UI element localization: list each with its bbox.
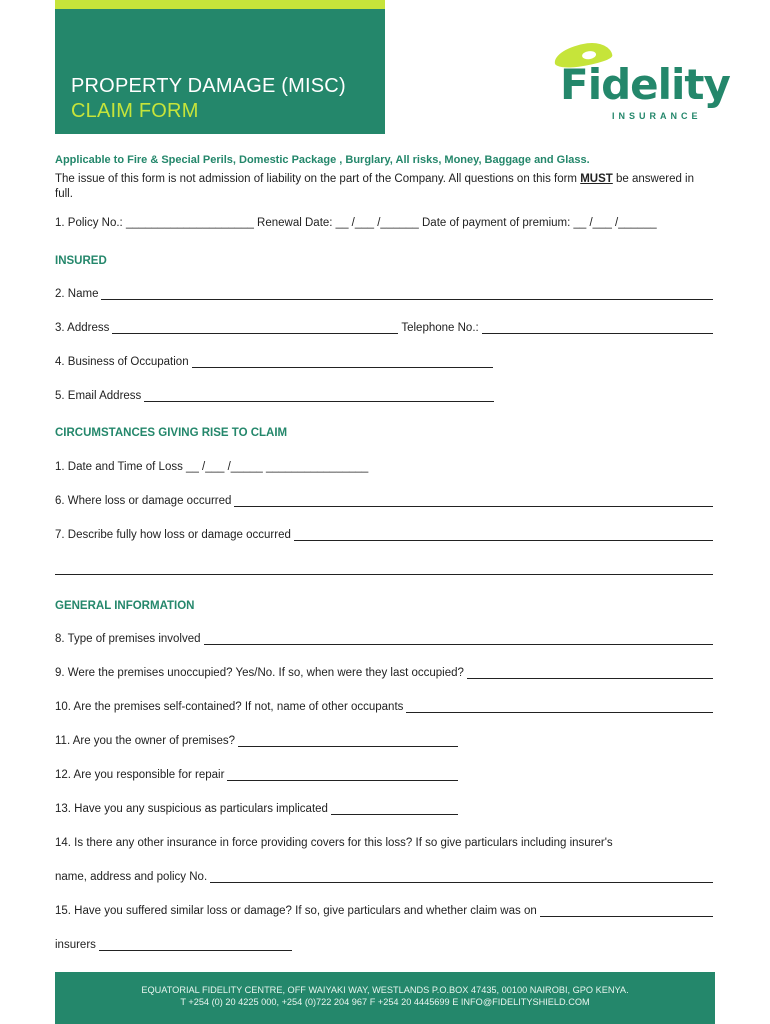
- section-general: GENERAL INFORMATION: [55, 600, 195, 612]
- notice-must: MUST: [580, 173, 613, 185]
- logo-subtext: INSURANCE: [612, 111, 702, 121]
- address-row[interactable]: [55, 322, 713, 334]
- telephone-label: Telephone No.:: [401, 322, 479, 334]
- where-label: 6. Where loss or damage occurred: [55, 495, 232, 507]
- repair-field[interactable]: [55, 769, 458, 781]
- premises-type-field[interactable]: [55, 633, 713, 645]
- where-line[interactable]: [234, 496, 713, 507]
- repair-label: 12. Are you responsible for repair: [55, 769, 225, 781]
- section-insured: INSURED: [55, 255, 107, 267]
- policy-row-text: 1. Policy No.: ____________________ Renewal Date: __ /___ /______ Date of payment of premium: __ /___ /______: [55, 217, 657, 229]
- footer-bar: [55, 972, 715, 1024]
- similar-loss-label: 15. Have you suffered similar loss or damage? If so, give particulars and whether claim was on: [55, 905, 537, 917]
- section-circumstances: CIRCUMSTANCES GIVING RISE TO CLAIM: [55, 427, 288, 439]
- footer-address: EQUATORIAL FIDELITY CENTRE, OFF WAIYAKI WAY, WESTLANDS P.O.BOX 47435, 00100 NAIROBI, GPO KENYA.: [141, 985, 629, 995]
- premises-type-label: 8. Type of premises involved: [55, 633, 201, 645]
- name-label: 2. Name: [55, 288, 99, 300]
- self-contained-field[interactable]: [55, 701, 713, 713]
- owner-field[interactable]: [55, 735, 458, 747]
- telephone-line[interactable]: [482, 323, 713, 334]
- date-time-label: 1. Date and Time of Loss __ /___ /_____ ________________: [55, 461, 369, 473]
- name-address-policy-line[interactable]: [210, 872, 713, 883]
- insurers-label: insurers: [55, 939, 96, 951]
- name-address-policy-field[interactable]: [55, 871, 713, 883]
- owner-line[interactable]: [238, 736, 458, 747]
- notice-text: The issue of this form is not admission of liability on the part of the Company. All questions on this form: [55, 173, 578, 185]
- email-label: 5. Email Address: [55, 390, 142, 402]
- self-contained-line[interactable]: [406, 702, 713, 713]
- describe-label: 7. Describe fully how loss or damage occurred: [55, 529, 291, 541]
- header-accent-bar: [55, 0, 385, 9]
- name-line[interactable]: [101, 289, 713, 300]
- repair-line[interactable]: [227, 770, 458, 781]
- name-field[interactable]: [55, 288, 713, 300]
- describe-field[interactable]: [55, 529, 713, 541]
- email-field[interactable]: [55, 390, 494, 402]
- other-insurance-label: 14. Is there any other insurance in force providing covers for this loss? If so give particulars including insurer's: [55, 837, 613, 849]
- business-line[interactable]: [192, 357, 493, 368]
- email-line[interactable]: [144, 391, 494, 402]
- fidelity-logo: [548, 40, 730, 126]
- applicable-note: Applicable to Fire & Special Perils, Domestic Package , Burglary, All risks, Money, Baggage and Glass.: [55, 154, 590, 166]
- form-subtitle: CLAIM FORM: [71, 100, 199, 122]
- unoccupied-field[interactable]: [55, 667, 713, 679]
- insurers-line[interactable]: [99, 940, 292, 951]
- policy-row[interactable]: [55, 217, 713, 229]
- suspicious-label: 13. Have you any suspicious as particulars implicated: [55, 803, 328, 815]
- similar-loss-field[interactable]: [55, 905, 713, 917]
- address-line[interactable]: [112, 323, 398, 334]
- business-field[interactable]: [55, 356, 493, 368]
- self-contained-label: 10. Are the premises self-contained? If not, name of other occupants: [55, 701, 404, 713]
- similar-loss-line[interactable]: [540, 906, 713, 917]
- premises-type-line[interactable]: [204, 634, 713, 645]
- form-title: PROPERTY DAMAGE (MISC): [71, 75, 346, 97]
- owner-label: 11. Are you the owner of premises?: [55, 735, 236, 747]
- suspicious-field[interactable]: [55, 803, 458, 815]
- logo-wordmark: Fidelity: [560, 60, 730, 109]
- date-time-field[interactable]: [55, 461, 415, 473]
- other-insurance-field: [55, 837, 713, 849]
- footer-contacts: T +254 (0) 20 4225 000, +254 (0)722 204 967 F +254 20 4445699 E INFO@FIDELITYSHIELD.COM: [180, 997, 590, 1007]
- where-field[interactable]: [55, 495, 713, 507]
- describe-line[interactable]: [294, 530, 713, 541]
- address-label: 3. Address: [55, 322, 110, 334]
- title-banner: [55, 9, 385, 134]
- notice-end: be answered in full.: [55, 173, 695, 200]
- describe-extra-line[interactable]: [55, 574, 713, 575]
- business-label: 4. Business of Occupation: [55, 356, 189, 368]
- unoccupied-label: 9. Were the premises unoccupied? Yes/No. If so, when were they last occupied?: [55, 667, 464, 679]
- suspicious-line[interactable]: [331, 804, 458, 815]
- liability-notice: [55, 172, 715, 202]
- insurers-field[interactable]: [55, 939, 292, 951]
- name-address-policy-label: name, address and policy No.: [55, 871, 208, 883]
- unoccupied-line[interactable]: [467, 668, 713, 679]
